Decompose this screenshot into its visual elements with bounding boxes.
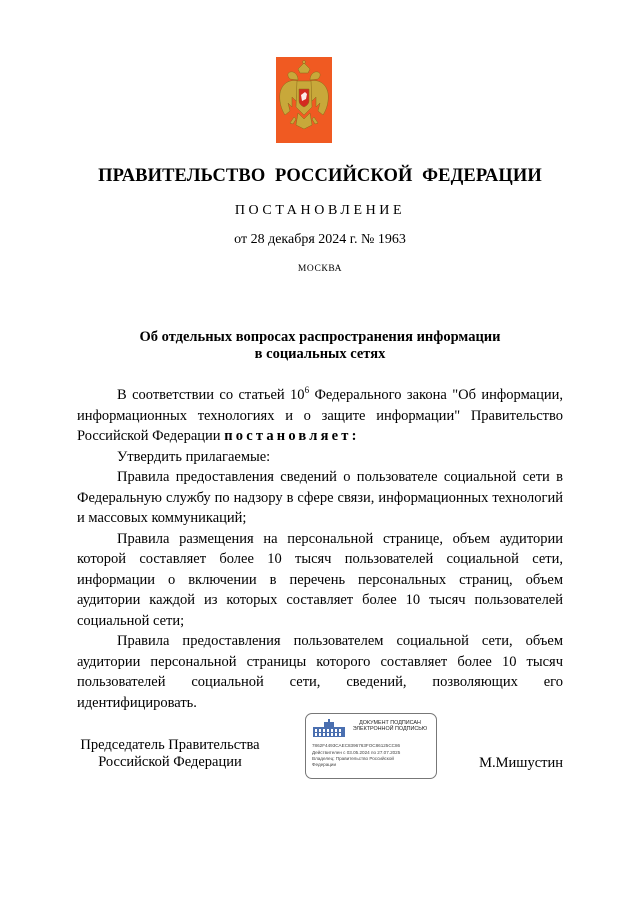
document-body [77, 385, 563, 713]
signer-name: М.Мишустин [479, 755, 563, 771]
signer-position-line-2: Российской Федерации [98, 754, 242, 770]
paragraph-rules-3: Правила предоставления пользователем социальной сети, объем аудитории персональной страницы которого составляет более 10 тысяч пользователей социальной сети, сведений, позволяющих его идентифицировать. [77, 633, 563, 711]
paragraph-approve: Утвердить прилагаемые: [117, 448, 271, 465]
government-building-icon [312, 719, 346, 737]
document-type: ПОСТАНОВЛЕНИЕ [234, 203, 406, 218]
signer-position [70, 737, 270, 771]
paragraph-preamble [77, 385, 563, 447]
stamp-owner-line-1: Владелец: Правительство Российской [312, 756, 394, 761]
article-superscript: 6 [304, 385, 310, 396]
preamble-text-end: Федерального закона "Об информации, информационных технологиях и о защите информации" Правительство Российской Федерации [77, 387, 563, 444]
document-date-number: от 28 декабря 2024 г. № 1963 [234, 232, 406, 247]
paragraph-rules-1: Правила предоставления сведений о пользователе социальной сети в Федеральную службу по надзору в сфере связи, информационных технологий и массовых коммуникаций; [77, 469, 563, 526]
stamp-header-line-2: ЭЛЕКТРОННОЙ ПОДПИСЬЮ [352, 726, 428, 733]
resolves-word: постановляет: [224, 428, 360, 444]
coat-of-arms-icon [276, 57, 332, 143]
organization-title: ПРАВИТЕЛЬСТВО РОССИЙСКОЙ ФЕДЕРАЦИИ [98, 166, 542, 186]
subject-line-1: Об отдельных вопросах распространения информации [139, 329, 501, 345]
subject-line-2: в социальных сетях [254, 346, 386, 362]
stamp-header [346, 720, 434, 733]
signer-position-line-1: Председатель Правительства [80, 737, 260, 753]
document-subject [0, 329, 640, 363]
stamp-certificate: 7862F4493CAEC8396763FOC86125CC86 [312, 743, 401, 748]
preamble-text-start: В соответствии со статьей 10 [117, 387, 305, 403]
electronic-signature-stamp [305, 713, 437, 779]
paragraph-rules-2: Правила размещения на персональной странице, объем аудитории которой составляет более 10 тысяч пользователей социальной сети, информации о включении в перечень персональных страниц, объем аудитории каждой из которых составляет более 10 тысяч пользователей социальной сети; [77, 530, 563, 629]
stamp-header-line-1: ДОКУМЕНТ ПОДПИСАН [359, 720, 421, 726]
stamp-owner-line-2: Федерации [312, 762, 337, 767]
document-city: МОСКВА [297, 264, 343, 274]
stamp-validity: Действителен с 03.05.2024 по 27.07.2025 [312, 750, 401, 755]
